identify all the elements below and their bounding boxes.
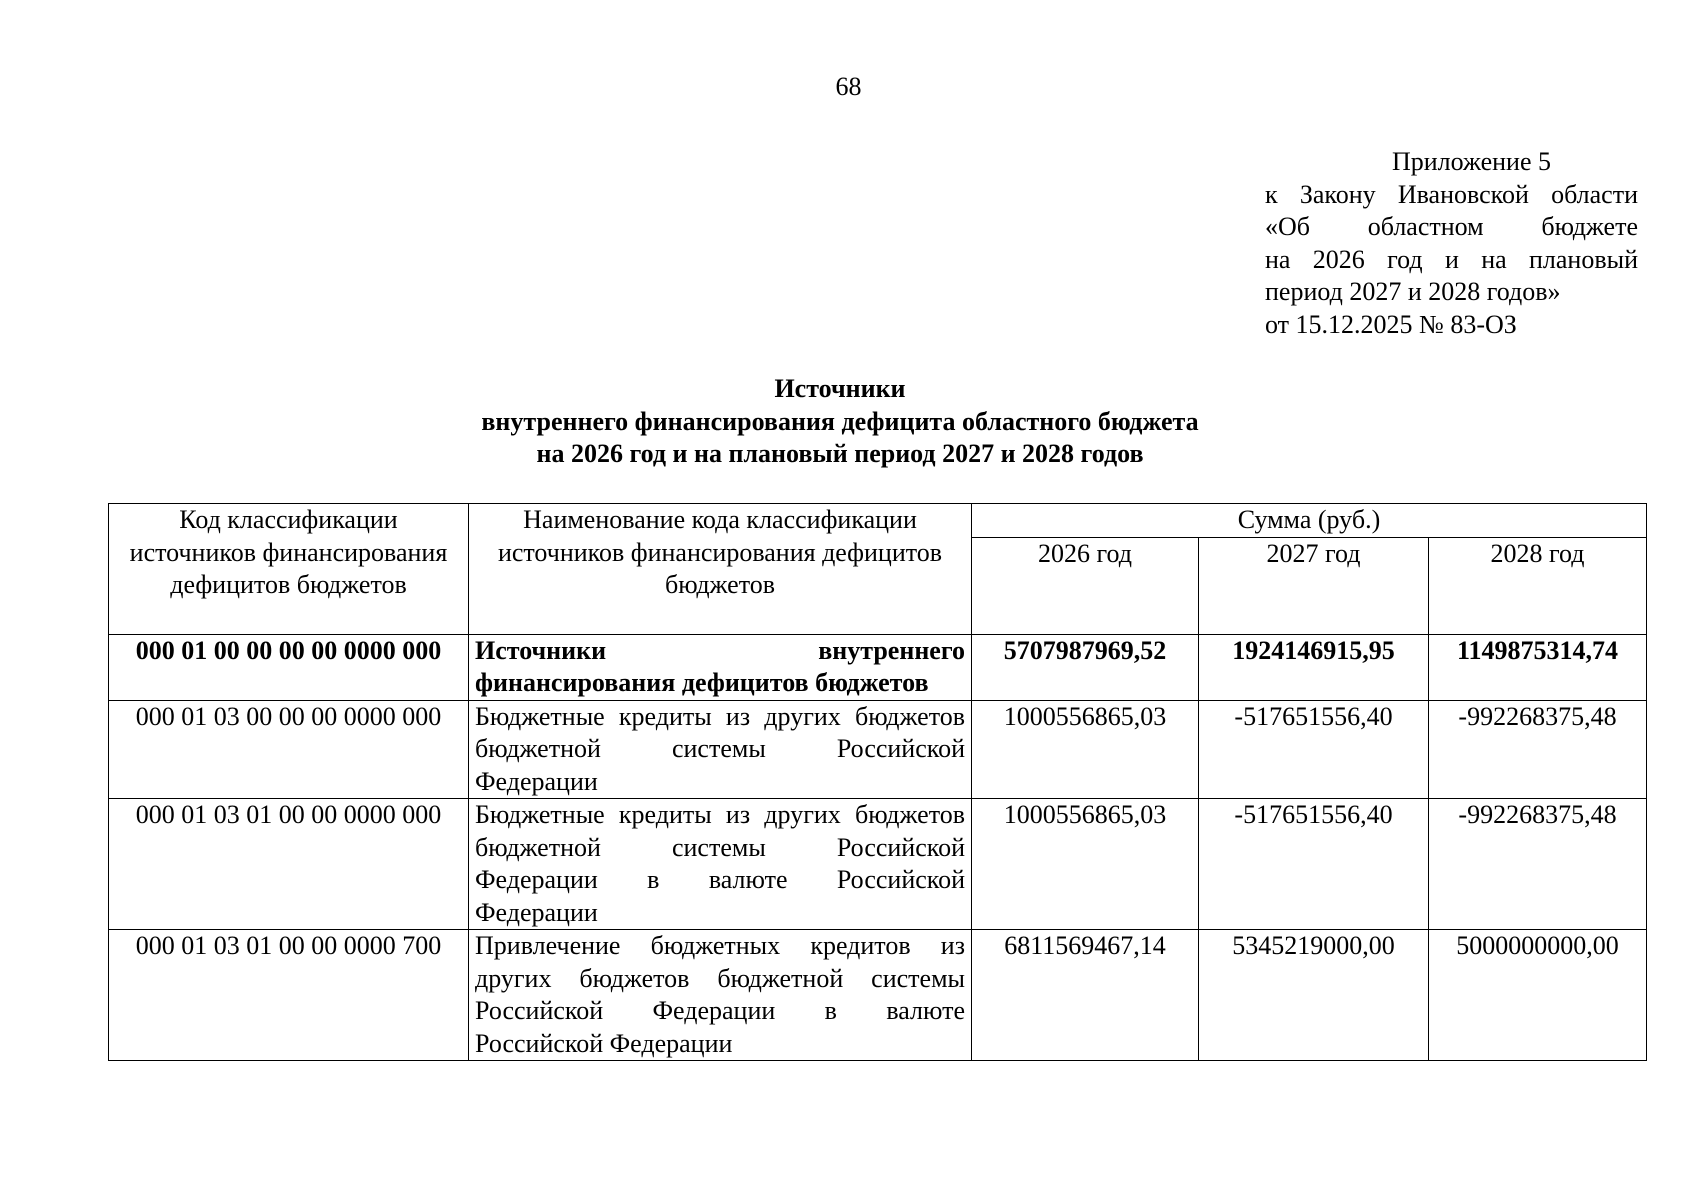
appendix-block (1265, 146, 1638, 341)
row-value-2028: -992268375,48 (1429, 799, 1647, 930)
header-year-2026: 2026 год (972, 537, 1199, 634)
document-title (0, 373, 1680, 471)
appendix-line: на 2026 год и на плановый (1265, 244, 1638, 274)
appendix-line: «Об областном бюджете (1265, 212, 1638, 241)
row-value-2026: 1000556865,03 (972, 700, 1199, 799)
appendix-line: период 2027 и 2028 годов» (1265, 277, 1561, 306)
page-number: 68 (835, 72, 862, 101)
table-row (109, 930, 1647, 1061)
row-value-2027: 1924146915,95 (1199, 634, 1429, 700)
table-row (109, 799, 1647, 930)
row-code: 000 01 03 00 00 00 0000 000 (109, 700, 469, 799)
header-sum: Сумма (руб.) (972, 504, 1647, 538)
header-year-2027: 2027 год (1199, 537, 1429, 634)
row-code: 000 01 03 01 00 00 0000 000 (109, 799, 469, 930)
row-value-2027: -517651556,40 (1199, 799, 1429, 930)
header-name: Наименование кода классификации источников финансирования дефицитов бюджетов (469, 504, 972, 635)
header-year-2028: 2028 год (1429, 537, 1647, 634)
row-name: Источники внутреннего финансирования дефицитов бюджетов (469, 634, 972, 700)
row-code: 000 01 00 00 00 00 0000 000 (109, 634, 469, 700)
document-title-line: Источники (774, 374, 906, 403)
row-value-2028: 1149875314,74 (1429, 634, 1647, 700)
table-row (109, 700, 1647, 799)
row-value-2028: -992268375,48 (1429, 700, 1647, 799)
row-value-2026: 1000556865,03 (972, 799, 1199, 930)
document-title-line: внутреннего финансирования дефицита областного бюджета (481, 406, 1199, 436)
document-title-line: на 2026 год и на плановый период 2027 и 2028 годов (536, 439, 1144, 468)
row-name: Бюджетные кредиты из других бюджетов бюджетной системы Российской Федерации (469, 700, 972, 799)
row-code: 000 01 03 01 00 00 0000 700 (109, 930, 469, 1061)
appendix-line: от 15.12.2025 № 83-ОЗ (1265, 309, 1517, 339)
row-name: Бюджетные кредиты из других бюджетов бюджетной системы Российской Федерации в валюте Российской Федерации (469, 799, 972, 930)
row-value-2027: 5345219000,00 (1199, 930, 1429, 1061)
appendix-title: Приложение 5 (1391, 147, 1552, 176)
row-value-2026: 6811569467,14 (972, 930, 1199, 1061)
table-row (109, 634, 1647, 700)
row-value-2028: 5000000000,00 (1429, 930, 1647, 1061)
appendix-line: к Закону Ивановской области (1265, 179, 1638, 209)
financing-sources-table (108, 503, 1647, 1061)
row-value-2026: 5707987969,52 (972, 634, 1199, 700)
header-code: Код классификации источников финансирования дефицитов бюджетов (109, 504, 469, 635)
row-value-2027: -517651556,40 (1199, 700, 1429, 799)
row-name: Привлечение бюджетных кредитов из других бюджетов бюджетной системы Российской Федерации в валюте Российской Федерации (469, 930, 972, 1061)
